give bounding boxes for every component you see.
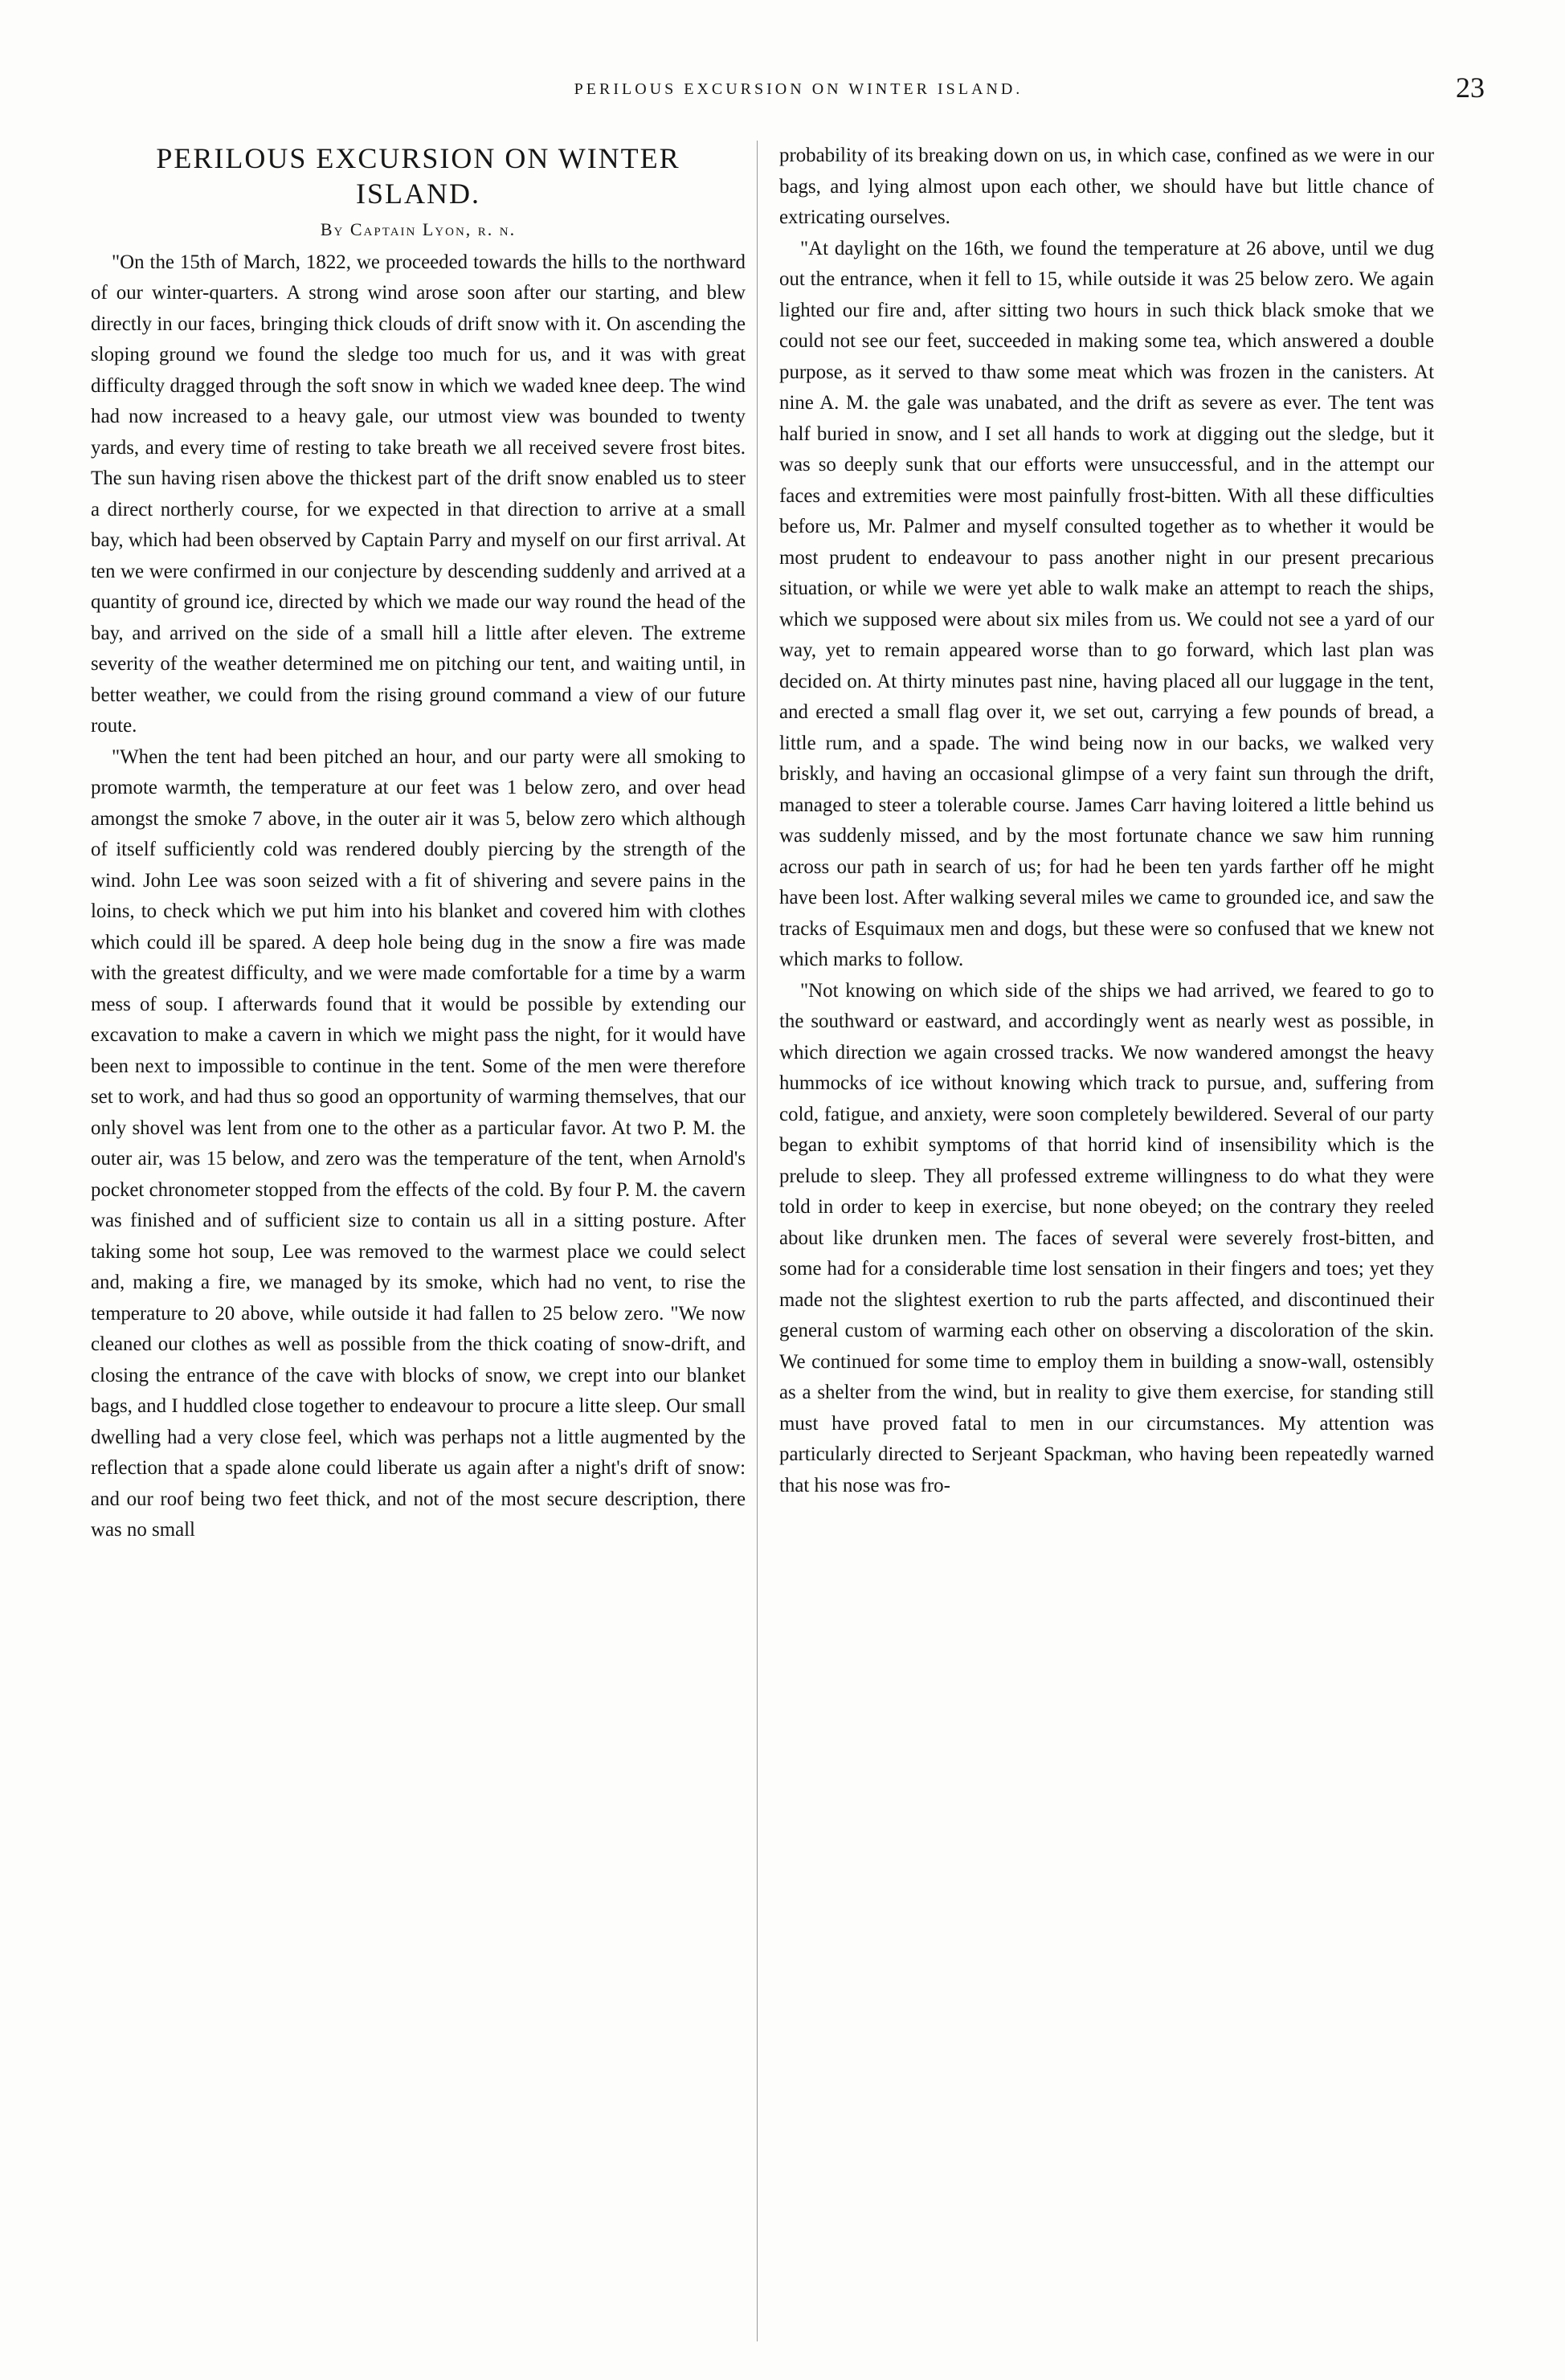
page-number: 23 — [1456, 71, 1485, 104]
paragraph: "At daylight on the 16th, we found the temperature at 26 above, until we dug out the entrance, when it fell to 15, while outside it was 25 below zero. We again lighted our fire and, after sitting two hours in such thick black smoke that we could not see our feet, succeeded in making some tea, which answered a double purpose, as it served to thaw some meat which was frozen in the canisters. At nine A. M. the gale was unabated, and the drift as severe as ever. The tent was half buried in snow, and I set all hands to work at digging out the sledge, but it was so deeply sunk that our efforts were unsuccessful, and in the attempt our faces and extremities were most painfully frost-bitten. With all these difficulties before us, Mr. Palmer and myself consulted together as to whether it would be most prudent to endeavour to pass another night in our present precarious situation, or while we were yet able to walk make an attempt to reach the ships, which we supposed were about six miles from us. We could not see a yard of our way, yet to remain appeared worse than to go forward, which last plan was decided on. At thirty minutes past nine, having placed all our luggage in the tent, and erected a small flag over it, we set out, carrying a few pounds of bread, a little rum, and a spade. The wind being now in our backs, we walked very briskly, and having an occasional glimpse of a very faint sun through the drift, managed to steer a tolerable course. James Carr having loitered a little behind us was suddenly missed, and by the most fortunate chance we saw him running across our path in search of us; for had he been ten yards farther off he might have been lost. After walking several miles we came to grounded ice, and saw the tracks of Esquimaux men and dogs, but these were so confused that we knew not which marks to follow. — [779, 237, 1434, 970]
page-header — [112, 66, 1485, 114]
running-head: PERILOUS EXCURSION ON WINTER ISLAND. — [574, 80, 1024, 98]
right-column — [779, 141, 1434, 2358]
column-divider — [757, 141, 758, 2341]
paragraph: probability of its breaking down on us, in which case, confined as we were in our bags, and lying almost upon each other, we should have but little chance of extricating ourselves. — [779, 145, 1434, 228]
article-byline: By Captain Lyon, r. n. — [320, 219, 517, 239]
left-column — [91, 141, 746, 2358]
article-title: PERILOUS EXCURSION ON WINTER ISLAND. — [156, 142, 680, 210]
paragraph: "Not knowing on which side of the ships we had arrived, we feared to go to the southward or eastward, and accordingly went as nearly west as possible, in which direction we again crossed tracks. We now wandered amongst the heavy hummocks of ice without knowing which track to pursue, and, suffering from cold, fatigue, and anxiety, were soon completely bewildered. Several of our party began to exhibit symptoms of that horrid kind of insensibility which is the prelude to sleep. They all professed extreme willingness to do what they were told in order to keep in exercise, but none obeyed; on the contrary they reeled about like drunken men. The faces of several were severely frost-bitten, and some had for a considerable time lost sensation in their fingers and toes; yet they made not the slightest exertion to rub the parts affected, and discontinued their general custom of warming each other on observing a discoloration of the skin. We continued for some time to employ them in building a snow-wall, ostensibly as a shelter from the wind, but in reality to give them exercise, for standing still must have proved fatal to men in our circumstances. My attention was particularly directed to Serjeant Spackman, who having been repeatedly warned that his nose was fro- — [779, 979, 1434, 1496]
paragraph: "When the tent had been pitched an hour, and our party were all smoking to promote warmth, the temperature at our feet was 1 below zero, and over head amongst the smoke 7 above, in the outer air it was 5, below zero which although of itself sufficiently cold was rendered doubly piercing by the strength of the wind. John Lee was soon seized with a fit of shivering and severe pains in the loins, to check which we put him into his blanket and covered him with clothes which could ill be spared. A deep hole being dug in the snow a fire was made with the greatest difficulty, and we were made comfortable for a time by a warm mess of soup. I afterwards found that it would be possible by extending our excavation to make a cavern in which we might pass the night, for it would have been next to impossible to continue in the tent. Some of the men were therefore set to work, and had thus so good an opportunity of warming themselves, that our only shovel was lent from one to the other as a particular favor. At two P. M. the outer air, was 15 below, and zero was the temperature of the tent, when Arnold's pocket chronometer stopped from the effects of the cold. By four P. M. the cavern was finished and of sufficient size to contain us all in a sitting posture. After taking some hot soup, Lee was removed to the warmest place we could select and, making a fire, we managed by its smoke, which had no vent, to rise the temperature to 20 above, while outside it had fallen to 25 below zero. "We now cleaned our clothes as well as possible from the thick coating of snow-drift, and closing the entrance of the cave with blocks of snow, we crept into our blanket bags, and I huddled close together to endeavour to procure a litte sleep. Our small dwelling had a very close feel, which was perhaps not a little augmented by the reflection that a spade alone could liberate us again after a night's drift of snow: and our roof being two feet thick, and not of the most secure description, there was no small — [91, 745, 746, 1541]
paragraph: "On the 15th of March, 1822, we proceeded towards the hills to the northward of our winter-quarters. A strong wind arose soon after our starting, and blew directly in our faces, bringing thick clouds of drift snow with it. On ascending the sloping ground we found the sledge too much for us, and it was with great difficulty dragged through the soft snow in which we waded knee deep. The wind had now increased to a heavy gale, our utmost view was bounded to twenty yards, and every time of resting to take breath we all received severe frost bites. The sun having risen above the thickest part of the drift snow enabled us to steer a direct northerly course, for we expected in that direction to arrive at a small bay, which had been observed by Captain Parry and myself on our first arrival. At ten we were confirmed in our conjecture by descending suddenly and arrived at a quantity of ground ice, directed by which we made our way round the head of the bay, and arrived on the side of a small hill a little after eleven. The extreme severity of the weather determined me on pitching our tent, and waiting until, in better weather, we could from the rising ground command a view of our future route. — [91, 251, 746, 737]
